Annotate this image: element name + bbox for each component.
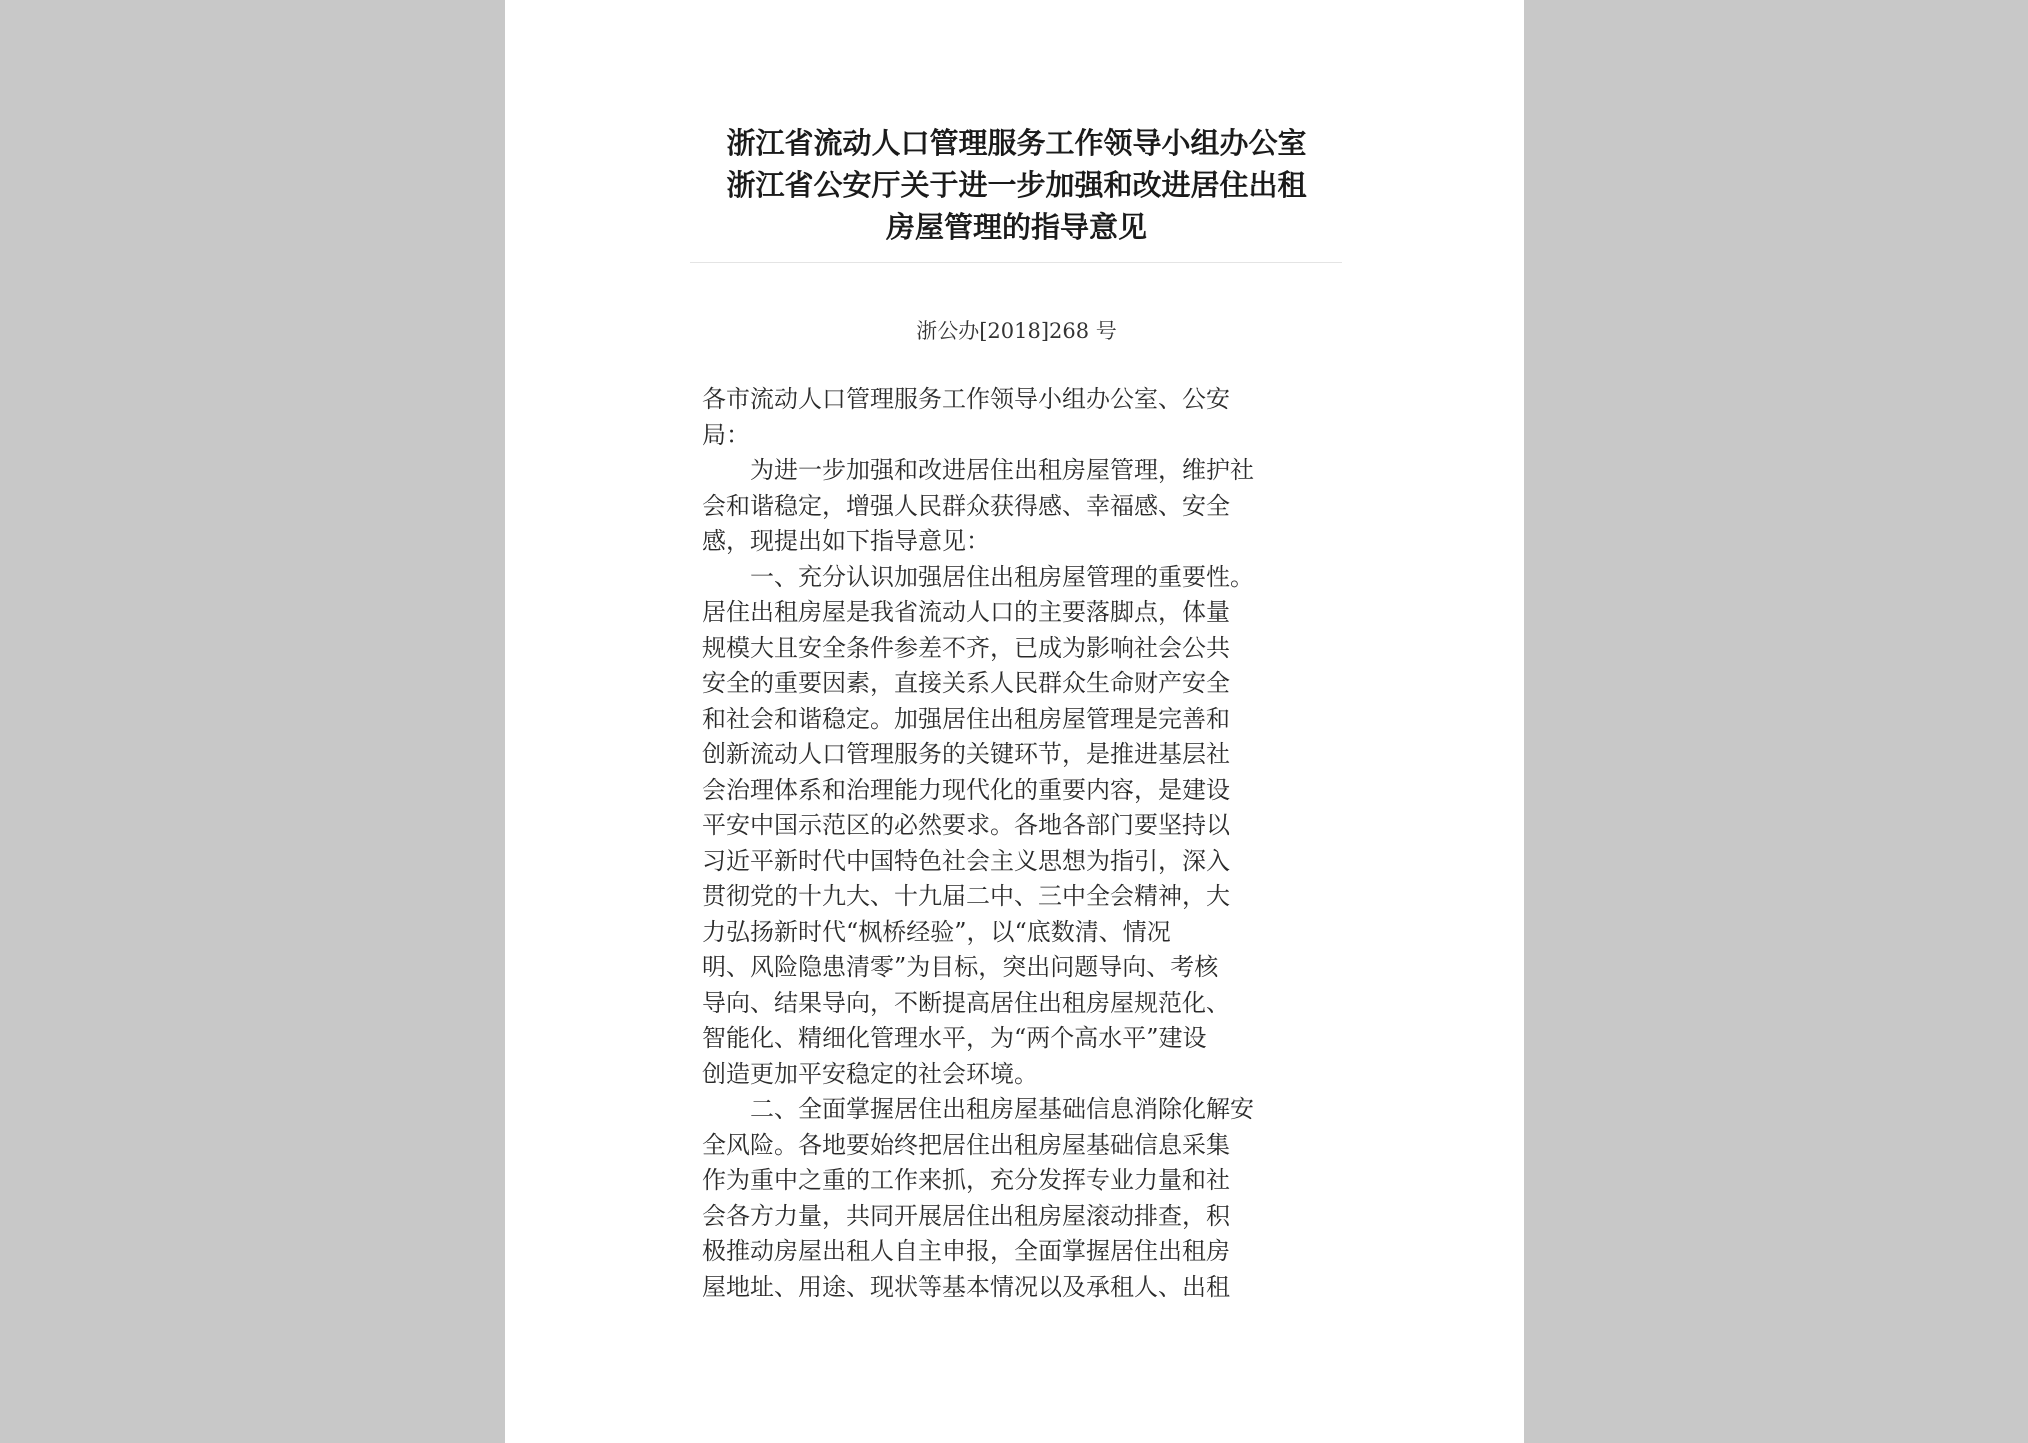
body-line: 局： <box>702 420 750 449</box>
body-line: 极推动房屋出租人自主申报，全面掌握居住出租房 <box>702 1237 1230 1265</box>
body-line: 会治理体系和治理能力现代化的重要内容，是建设 <box>702 775 1230 804</box>
title-line-1: 浙江省流动人口管理服务工作领导小组办公室 <box>726 126 1307 160</box>
title-line-2: 浙江省公安厅关于进一步加强和改进居住出租 <box>726 168 1307 202</box>
body-line: 创造更加平安稳定的社会环境。 <box>702 1059 1038 1088</box>
body-line: 居住出租房屋是我省流动人口的主要落脚点，体量 <box>702 598 1230 626</box>
body-line: 平安中国示范区的必然要求。各地各部门要坚持以 <box>702 811 1230 839</box>
body-line: 感，现提出如下指导意见： <box>702 527 990 555</box>
body-line: 习近平新时代中国特色社会主义思想为指引，深入 <box>702 846 1230 875</box>
body-line: 创新流动人口管理服务的关键环节，是推进基层社 <box>702 740 1230 768</box>
body-line: 明、风险隐患清零”为目标，突出问题导向、考核 <box>702 953 1219 981</box>
body-line: 作为重中之重的工作来抓，充分发挥专业力量和社 <box>702 1166 1230 1194</box>
body-line: 导向、结果导向，不断提高居住出租房屋规范化、 <box>702 988 1230 1017</box>
body-line: 一、充分认识加强居住出租房屋管理的重要性。 <box>750 562 1254 591</box>
body-line: 力弘扬新时代“枫桥经验”，以“底数清、情况 <box>702 917 1171 946</box>
body-line: 全风险。各地要始终把居住出租房屋基础信息采集 <box>702 1130 1230 1159</box>
body-line: 会和谐稳定，增强人民群众获得感、幸福感、安全 <box>702 491 1230 520</box>
title-divider <box>690 262 1342 263</box>
body-line: 规模大且安全条件参差不齐，已成为影响社会公共 <box>702 633 1230 662</box>
document-number: 浙公办[2018]268 号 <box>916 319 1117 343</box>
body-line: 各市流动人口管理服务工作领导小组办公室、公安 <box>702 385 1230 413</box>
title-line-3: 房屋管理的指导意见 <box>885 210 1147 244</box>
body-line: 智能化、精细化管理水平，为“两个高水平”建设 <box>702 1024 1207 1052</box>
document-page <box>505 0 1524 1443</box>
body-line: 会各方力量，共同开展居住出租房屋滚动排查，积 <box>702 1201 1230 1230</box>
body-line: 安全的重要因素，直接关系人民群众生命财产安全 <box>702 669 1230 697</box>
document-body <box>702 382 1342 1305</box>
body-line: 二、全面掌握居住出租房屋基础信息消除化解安 <box>750 1095 1254 1123</box>
body-line: 为进一步加强和改进居住出租房屋管理，维护社 <box>750 456 1254 484</box>
body-line: 屋地址、用途、现状等基本情况以及承租人、出租 <box>702 1272 1230 1301</box>
body-line: 和社会和谐稳定。加强居住出租房屋管理是完善和 <box>702 704 1230 733</box>
document-title <box>685 122 1348 248</box>
body-line: 贯彻党的十九大、十九届二中、三中全会精神，大 <box>702 882 1230 910</box>
